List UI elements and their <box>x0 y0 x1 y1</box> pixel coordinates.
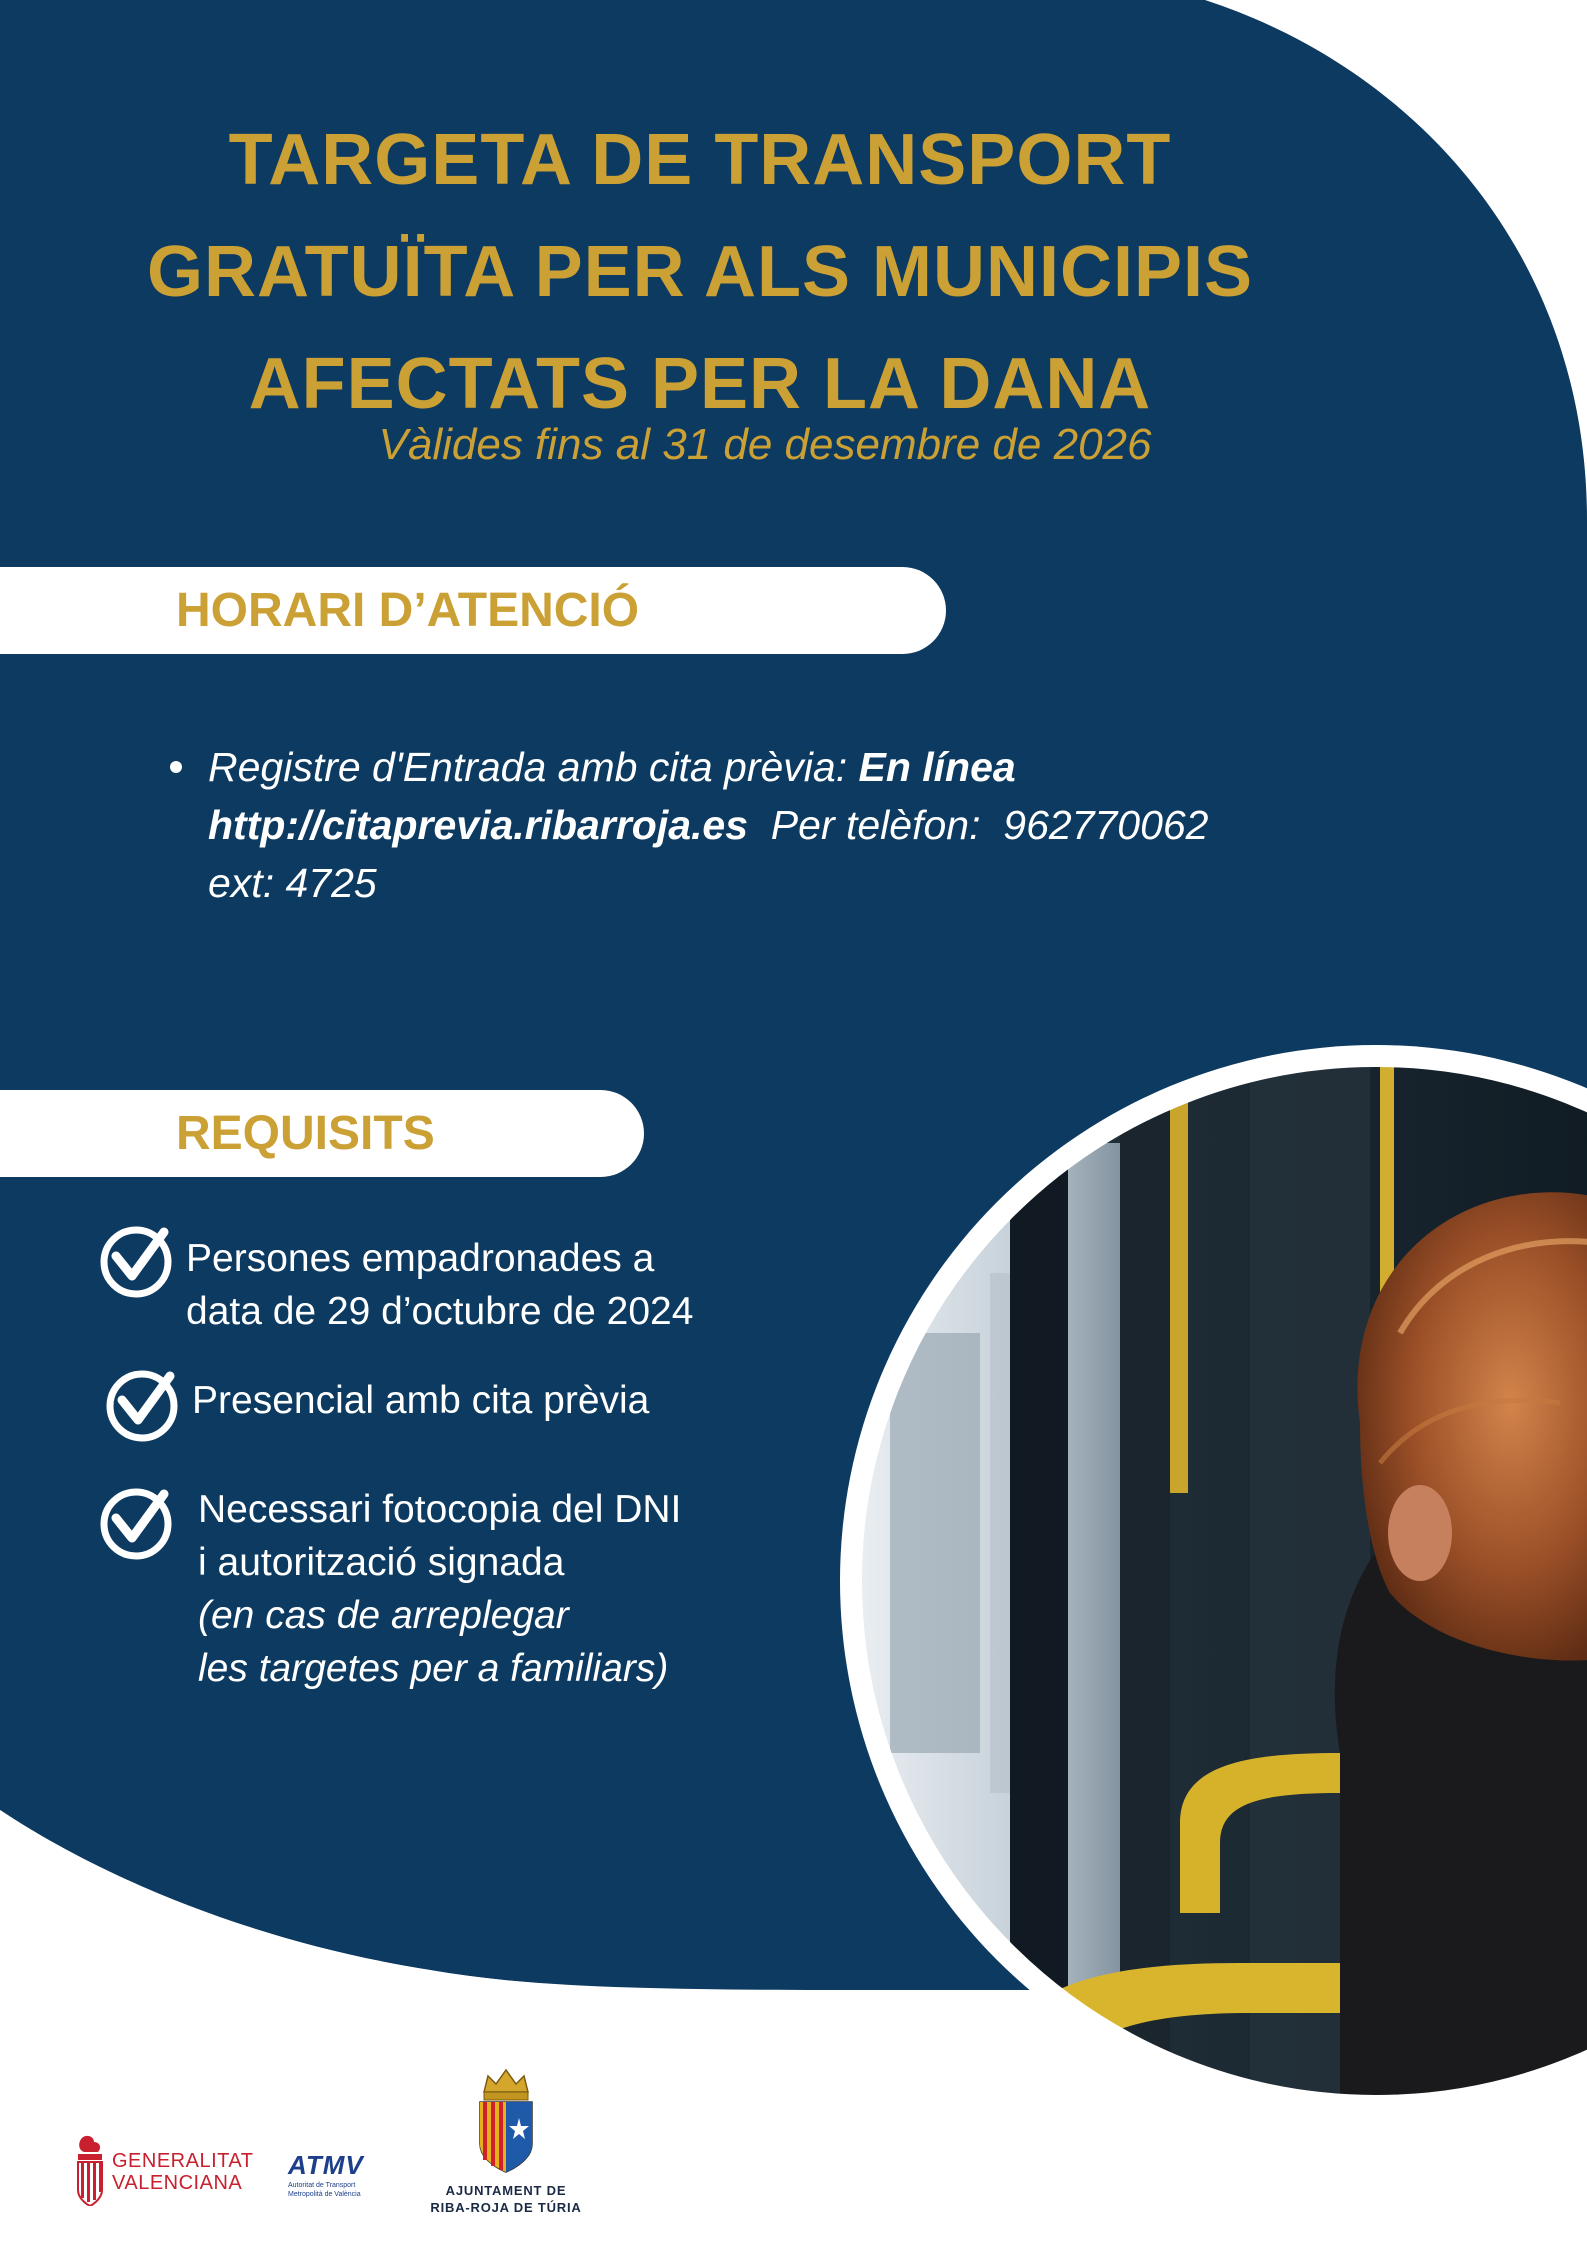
generalitat-valenciana-logo <box>72 2130 272 2210</box>
generalitat-emblem-icon <box>72 2134 106 2206</box>
requirement-2-line-1: Presencial amb cita prèvia <box>192 1379 650 1422</box>
atmv-name: ATMV <box>288 2150 364 2180</box>
check-circle-icon <box>104 1368 180 1444</box>
requirement-3-line-1: Necessari fotocopia del DNI <box>198 1488 682 1531</box>
online-label: En línea <box>858 744 1016 790</box>
page-title <box>0 104 1400 440</box>
horari-heading: HORARI D’ATENCIÓ <box>176 584 640 637</box>
atmv-sub-1: Autoritat de Transport <box>288 2182 356 2189</box>
horari-heading-pill <box>0 567 946 654</box>
check-circle-icon <box>98 1224 174 1300</box>
requirement-1-line-1: Persones empadronades a <box>186 1237 655 1280</box>
requisits-heading-pill <box>0 1090 644 1177</box>
ajuntament-line-2: RIBA-ROJA DE TÚRIA <box>430 2200 582 2215</box>
phone-label: Per telèfon: 962770062 <box>748 802 1209 848</box>
phone-extension: ext: 4725 <box>208 860 377 906</box>
requisits-heading: REQUISITS <box>176 1107 435 1160</box>
schedule-intro: Registre d'Entrada amb cita prèvia: <box>208 744 859 790</box>
requirement-3-line-2: i autorització signada <box>198 1541 565 1584</box>
bullet-icon <box>170 761 182 773</box>
requirement-item-3 <box>198 1483 681 1695</box>
title-line-1: TARGETA DE TRANSPORT <box>228 120 1172 200</box>
requirement-3-note-2: les targetes per a familiars) <box>198 1647 669 1690</box>
generalitat-text <box>112 2150 253 2194</box>
requirement-1-line-2: data de 29 d’octubre de 2024 <box>186 1290 694 1333</box>
generalitat-line-2: VALENCIANA <box>112 2172 243 2194</box>
ajuntament-line-1: AJUNTAMENT DE <box>445 2183 567 2198</box>
requirement-3-note-1: (en cas de arreplegar <box>198 1594 569 1637</box>
check-circle-icon <box>98 1486 174 1562</box>
title-line-3: AFECTATS PER LA DANA <box>248 344 1152 424</box>
title-line-2: GRATUÏTA PER ALS MUNICIPIS <box>147 232 1253 312</box>
requirement-item-1 <box>186 1232 693 1338</box>
schedule-line-2 <box>170 796 1390 854</box>
requirement-item-2 <box>192 1374 649 1427</box>
atmv-sub-2: Metropolità de València <box>288 2191 361 2198</box>
schedule-line-3 <box>170 854 1390 912</box>
generalitat-line-1: GENERALITAT <box>112 2150 254 2172</box>
validity-subtitle: Vàlides fins al 31 de desembre de 2026 <box>378 420 1152 469</box>
bus-passenger-photo <box>820 1033 1587 2129</box>
ajuntament-ribaroja-logo <box>396 2066 616 2236</box>
ribaroja-coat-of-arms-icon <box>474 2066 538 2176</box>
schedule-info <box>170 738 1390 912</box>
atmv-logo <box>288 2150 398 2200</box>
citaprevia-link[interactable]: http://citaprevia.ribarroja.es <box>208 802 749 848</box>
schedule-line-1 <box>170 738 1390 796</box>
